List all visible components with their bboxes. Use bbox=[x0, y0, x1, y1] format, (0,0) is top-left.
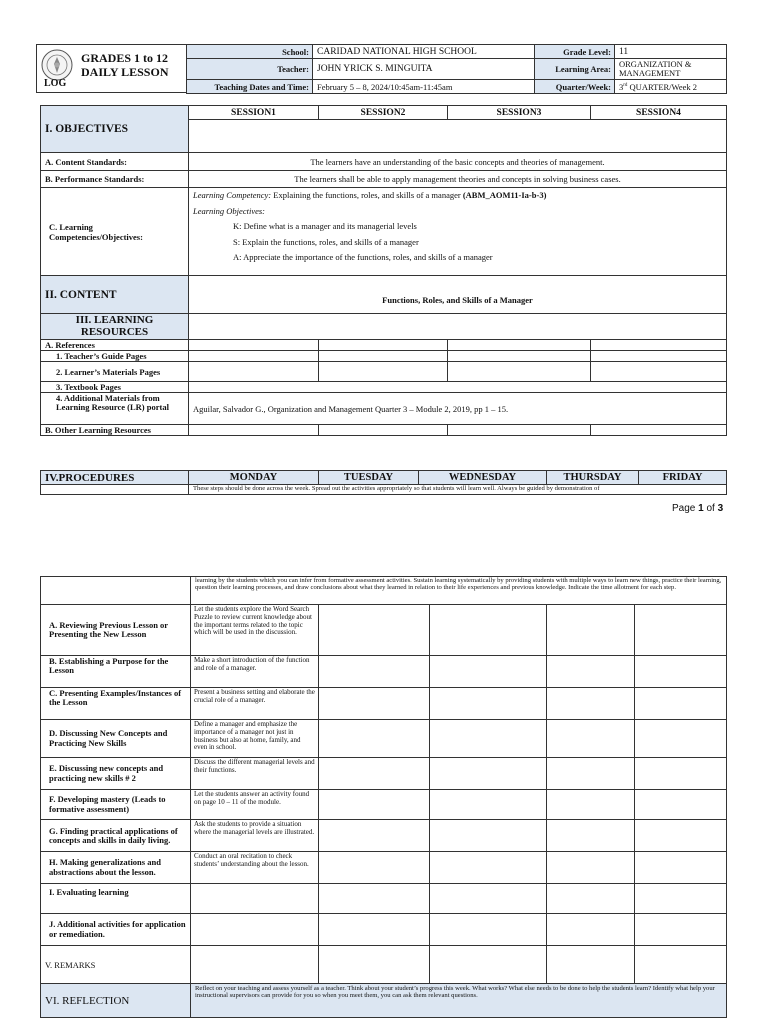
empty-cell bbox=[547, 688, 635, 720]
empty-cell bbox=[591, 362, 727, 382]
content-standards-value: The learners have an understanding of the basic concepts and theories of management. bbox=[189, 153, 727, 171]
competency-text: Explaining the functions, roles, and skills of a manager bbox=[271, 190, 463, 200]
of-word: of bbox=[703, 503, 718, 514]
empty-cell bbox=[591, 340, 727, 351]
empty-cell bbox=[319, 351, 448, 362]
remarks-label: V. REMARKS bbox=[41, 946, 191, 984]
empty-cell bbox=[430, 914, 547, 946]
empty-cell bbox=[189, 340, 319, 351]
empty-cell bbox=[319, 688, 430, 720]
session-1-header: SESSION1 bbox=[189, 106, 319, 120]
day-wednesday: WEDNESDAY bbox=[419, 471, 547, 485]
empty-cell bbox=[430, 820, 547, 852]
procedures-heading: IV.PROCEDURES bbox=[41, 471, 189, 485]
resources-heading: III. LEARNING RESOURCES bbox=[41, 314, 189, 340]
teacher-label: Teacher: bbox=[187, 59, 313, 80]
quarter-label: Quarter/Week: bbox=[535, 80, 615, 94]
teacher-guide-label: 1. Teacher’s Guide Pages bbox=[41, 351, 189, 362]
page-number bbox=[672, 503, 723, 514]
empty-cell bbox=[319, 720, 430, 758]
empty-cell bbox=[635, 914, 727, 946]
empty-cell bbox=[448, 340, 591, 351]
empty-cell bbox=[189, 351, 319, 362]
performance-standards-value: The learners shall be able to apply management theories and concepts in solving business cases. bbox=[189, 171, 727, 188]
empty-cell bbox=[319, 605, 430, 656]
grade-label: Grade Level: bbox=[535, 45, 615, 59]
objectives-empty-cell bbox=[189, 120, 727, 153]
page-total: 3 bbox=[717, 503, 724, 514]
school-label: School: bbox=[187, 45, 313, 59]
empty-cell bbox=[635, 758, 727, 790]
empty-cell bbox=[635, 946, 727, 984]
proc-row-i-label: I. Evaluating learning bbox=[41, 884, 191, 914]
proc-row-g-label: G. Finding practical applications of concepts and skills in daily living. bbox=[41, 820, 191, 852]
empty-cell bbox=[430, 656, 547, 688]
empty-cell bbox=[319, 656, 430, 688]
proc-row-b-label: B. Establishing a Purpose for the Lesson bbox=[41, 656, 191, 688]
empty-cell bbox=[430, 605, 547, 656]
proc-row-d-label: D. Discussing New Concepts and Practicing New Skills bbox=[41, 720, 191, 758]
session-3-header: SESSION3 bbox=[448, 106, 591, 120]
content-heading: II. CONTENT bbox=[45, 288, 117, 301]
empty-cell bbox=[319, 790, 430, 820]
empty-cell bbox=[547, 852, 635, 884]
empty-cell bbox=[635, 884, 727, 914]
logo-text: LOG bbox=[44, 78, 67, 89]
empty-cell bbox=[319, 758, 430, 790]
empty-cell bbox=[547, 820, 635, 852]
competencies-cell bbox=[189, 188, 727, 276]
page-current: 1 bbox=[698, 503, 704, 514]
competency-code: (ABM_AOM11-Ia-b-3) bbox=[462, 190, 547, 200]
day-tuesday: TUESDAY bbox=[319, 471, 419, 485]
empty-cell bbox=[635, 656, 727, 688]
competencies-label: C. Learning Competencies/Objectives: bbox=[41, 188, 189, 276]
empty-cell bbox=[635, 790, 727, 820]
references-label: A. References bbox=[41, 340, 189, 351]
additional-materials-label: 4. Additional Materials from Learning Resource (LR) portal bbox=[41, 393, 189, 425]
dll-header bbox=[36, 44, 726, 93]
reflection-heading: VI. REFLECTION bbox=[41, 984, 191, 1018]
objectives-heading: I. OBJECTIVES bbox=[45, 123, 129, 135]
competency-prefix: Learning Competency: bbox=[193, 190, 272, 200]
empty-cell bbox=[41, 577, 191, 605]
proc-row-d-monday: Define a manager and emphasize the importance of a manager not just in business but also at home, family, and even in school. bbox=[191, 720, 319, 758]
day-thursday: THURSDAY bbox=[547, 471, 639, 485]
school-value: CARIDAD NATIONAL HIGH SCHOOL bbox=[313, 45, 535, 59]
empty-cell bbox=[547, 914, 635, 946]
deped-seal-icon bbox=[41, 49, 73, 81]
proc-row-a-label: A. Reviewing Previous Lesson or Presenting the New Lesson bbox=[41, 605, 191, 656]
empty-cell bbox=[591, 425, 727, 436]
quarter-num: 3 bbox=[619, 81, 624, 92]
objectives-heading-cell bbox=[41, 106, 189, 153]
dates-value: February 5 – 8, 2024/10:45am-11:45am bbox=[313, 80, 535, 94]
day-monday: MONDAY bbox=[189, 471, 319, 485]
objective-a: A: Appreciate the importance of the functions, roles, and skills of a manager bbox=[233, 252, 493, 262]
empty-cell bbox=[430, 688, 547, 720]
empty-cell bbox=[319, 884, 430, 914]
empty-cell bbox=[319, 914, 430, 946]
empty-cell bbox=[547, 720, 635, 758]
proc-row-j-label: J. Additional activities for application or remediation. bbox=[41, 914, 191, 946]
reflection-text: Reflect on your teaching and assess yourself as a teacher. Think about your student’s progress this week. What works? What else needs to be done to help the students learn? Identify what help your instructional supervisors can provide for you so when you meet them, you can ask them relevant questions. bbox=[191, 984, 727, 1018]
grade-value: 11 bbox=[615, 45, 727, 59]
proc-row-c-monday: Present a business setting and elaborate the crucial role of a manager. bbox=[191, 688, 319, 720]
empty-cell bbox=[191, 914, 319, 946]
content-standards-label: A. Content Standards: bbox=[41, 153, 189, 171]
proc-row-g-monday: Ask the students to provide a situation where the managerial levels are illustrated. bbox=[191, 820, 319, 852]
learner-materials-label: 2. Learner’s Materials Pages bbox=[41, 362, 189, 382]
empty-cell bbox=[319, 425, 448, 436]
area-label: Learning Area: bbox=[535, 59, 615, 80]
performance-standards-label: B. Performance Standards: bbox=[41, 171, 189, 188]
proc-row-b-monday: Make a short introduction of the function and role of a manager. bbox=[191, 656, 319, 688]
empty-cell bbox=[430, 852, 547, 884]
resources-empty-cell bbox=[189, 314, 727, 340]
empty-cell bbox=[547, 605, 635, 656]
proc-row-f-monday: Let the students answer an activity found on page 10 – 11 of the module. bbox=[191, 790, 319, 820]
proc-row-c-label: C. Presenting Examples/Instances of the Lesson bbox=[41, 688, 191, 720]
empty-cell bbox=[448, 362, 591, 382]
quarter-value bbox=[615, 80, 727, 94]
dll-title-line2: DAILY LESSON bbox=[81, 65, 169, 79]
empty-cell bbox=[41, 485, 189, 495]
header-info-table bbox=[186, 44, 727, 94]
proc-row-h-monday: Conduct an oral recitation to check students’ understanding about the lesson. bbox=[191, 852, 319, 884]
empty-cell bbox=[191, 946, 319, 984]
session-2-header: SESSION2 bbox=[319, 106, 448, 120]
empty-cell bbox=[319, 340, 448, 351]
other-resources-label: B. Other Learning Resources bbox=[41, 425, 189, 436]
proc-row-e-label: E. Discussing new concepts and practicing new skills # 2 bbox=[41, 758, 191, 790]
quarter-sup: rd bbox=[623, 82, 628, 88]
proc-row-e-monday: Discuss the different managerial levels and their functions. bbox=[191, 758, 319, 790]
empty-cell bbox=[635, 688, 727, 720]
title-box bbox=[36, 44, 186, 93]
procedures-note-cont: learning by the students which you can infer from formative assessment activities. Sustain learning systematically by providing students with multiple ways to learn new things, practice their learning, question their learning processes, and draw conclusions about what they learned in relation to their life experiences and previous knowledge. Indicate the time allotment for each step. bbox=[191, 577, 727, 605]
empty-cell bbox=[635, 605, 727, 656]
empty-cell bbox=[430, 884, 547, 914]
empty-cell bbox=[189, 382, 727, 393]
quarter-rest: QUARTER/Week 2 bbox=[627, 81, 698, 92]
empty-cell bbox=[430, 946, 547, 984]
empty-cell bbox=[430, 720, 547, 758]
proc-row-h-label: H. Making generalizations and abstractions about the lesson. bbox=[41, 852, 191, 884]
empty-cell bbox=[448, 351, 591, 362]
empty-cell bbox=[547, 946, 635, 984]
empty-cell bbox=[635, 852, 727, 884]
empty-cell bbox=[547, 790, 635, 820]
empty-cell bbox=[189, 362, 319, 382]
empty-cell bbox=[547, 884, 635, 914]
teacher-value: JOHN YRICK S. MINGUITA bbox=[313, 59, 535, 80]
learning-objectives-label: Learning Objectives: bbox=[193, 205, 265, 216]
proc-row-f-label: F. Developing mastery (Leads to formative assessment) bbox=[41, 790, 191, 820]
empty-cell bbox=[319, 946, 430, 984]
empty-cell bbox=[191, 884, 319, 914]
empty-cell bbox=[430, 758, 547, 790]
additional-materials-value: Aguilar, Salvador G., Organization and Management Quarter 3 – Module 2, 2019, pp 1 – 15. bbox=[189, 393, 727, 425]
procedures-table bbox=[40, 576, 727, 1018]
procedures-note-start: These steps should be done across the week. Spread out the activities appropriately so that students will learn well. Always be guided by demonstration of bbox=[189, 485, 727, 495]
day-friday: FRIDAY bbox=[639, 471, 727, 485]
learning-competency bbox=[193, 191, 722, 200]
textbook-label: 3. Textbook Pages bbox=[41, 382, 189, 393]
area-value: ORGANIZATION & MANAGEMENT bbox=[615, 59, 727, 80]
empty-cell bbox=[319, 852, 430, 884]
empty-cell bbox=[635, 820, 727, 852]
objective-k: K: Define what is a manager and its managerial levels bbox=[233, 221, 417, 231]
empty-cell bbox=[189, 425, 319, 436]
empty-cell bbox=[547, 656, 635, 688]
procedures-header-table bbox=[40, 470, 727, 495]
page-word: Page bbox=[672, 503, 699, 514]
empty-cell bbox=[319, 362, 448, 382]
empty-cell bbox=[591, 351, 727, 362]
proc-row-a-monday: Let the students explore the Word Search Puzzle to review current knowledge about the important terms related to the topic which will be used in the discussion. bbox=[191, 605, 319, 656]
empty-cell bbox=[635, 720, 727, 758]
content-heading-cell bbox=[41, 276, 189, 314]
session-4-header: SESSION4 bbox=[591, 106, 727, 120]
empty-cell bbox=[430, 790, 547, 820]
empty-cell bbox=[448, 425, 591, 436]
empty-cell bbox=[319, 820, 430, 852]
lesson-plan-table bbox=[40, 105, 727, 436]
content-topic: Functions, Roles, and Skills of a Manager bbox=[189, 276, 727, 314]
empty-cell bbox=[547, 758, 635, 790]
objective-s: S: Explain the functions, roles, and skills of a manager bbox=[233, 236, 419, 247]
dates-label: Teaching Dates and Time: bbox=[187, 80, 313, 94]
dll-title-line1: GRADES 1 to 12 bbox=[81, 51, 169, 65]
